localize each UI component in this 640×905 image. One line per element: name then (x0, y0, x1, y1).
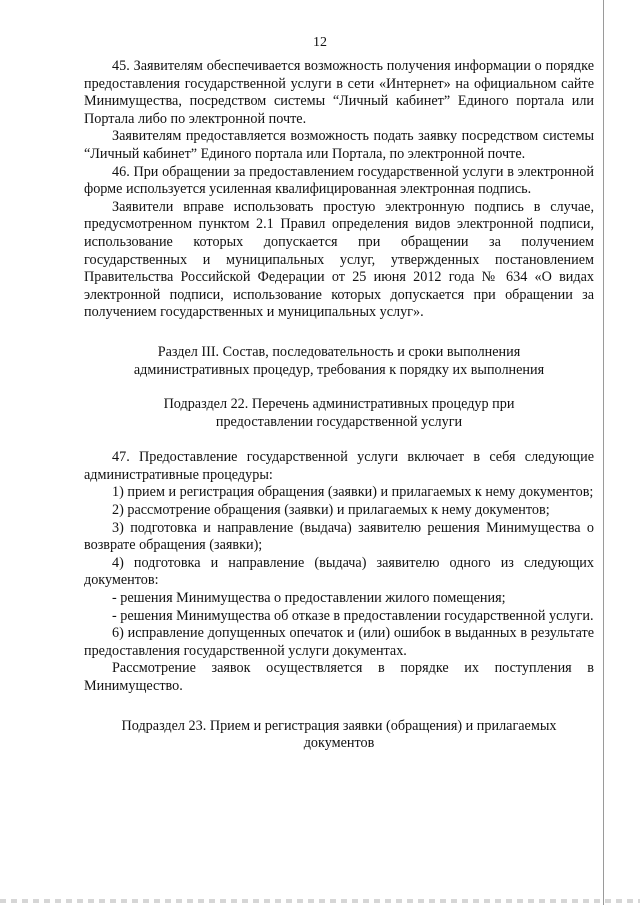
paragraph-review-order: Рассмотрение заявок осуществляется в порядке их поступления в Минимущество. (84, 660, 594, 694)
list-item: 2) рассмотрение обращения (заявки) и прилагаемых к нему документов; (112, 502, 550, 519)
subsection-22-line-2: предоставлении государственной услуги (215, 413, 463, 430)
subsection-22-heading (84, 396, 594, 431)
list-item: 1) прием и регистрация обращения (заявки) и прилагаемых к нему документов; (112, 484, 594, 501)
list-item: 6) исправление допущенных опечаток и (или) ошибок в выданных в результате предоставления государственной услуги документах. (84, 625, 594, 659)
paragraph-46-simple-signature: Заявители вправе использовать простую электронную подпись в случае, предусмотренном пунктом 2.1 Правил определения видов электронной подписи, использование которых допускается при обращении за получением государственных и муниципальных услуг, утвержденных постановлением Правительства Российской Федерации от 25 июня 2012 года № 634 «О видах электронной подписи, использование которых допускается при обращении за получением государственных и муниципальных услуг». (84, 198, 594, 321)
list-item: - решения Минимущества об отказе в предоставлении государственной услуги. (112, 607, 594, 624)
scan-bottom-artifact (0, 899, 640, 903)
section-heading-line-2: административных процедур, требования к порядку их выполнения (133, 361, 545, 378)
subsection-23-line-2: документов (303, 735, 375, 752)
list-item: - решения Минимущества о предоставлении жилого помещения; (112, 590, 506, 607)
paragraph-46: 46. При обращении за предоставлением государственной услуги в электронной форме используется усиленная квалифицированная электронная подпись. (84, 163, 594, 198)
paragraph-45-applications: Заявителям предоставляется возможность подать заявку посредством системы “Личный кабинет” Единого портала или Портала, по электронной почте. (84, 128, 594, 162)
subsection-23-heading (84, 718, 594, 753)
scan-edge-line (603, 0, 604, 905)
list-item: 3) подготовка и направление (выдача) заявителю решения Минимущества о возврате обращения (заявки); (84, 519, 594, 554)
page-number: 12 (313, 35, 327, 50)
section-heading-line-1: Раздел III. Состав, последовательность и сроки выполнения (157, 343, 521, 360)
document-body (84, 58, 594, 753)
paragraph-47: 47. Предоставление государственной услуги включает в себя следующие административные процедуры: (84, 449, 594, 483)
subsection-23-line-1: Подраздел 23. Прием и регистрация заявки (обращения) и прилагаемых (121, 717, 557, 734)
paragraph-45: 45. Заявителям обеспечивается возможность получения информации о порядке предоставления государственной услуги в сети «Интернет» на официальном сайте Минимущества, посредством системы “Личный кабинет” Единого портала или Портала либо по электронной почте. (84, 58, 594, 127)
section-heading (84, 344, 594, 379)
list-item: 4) подготовка и направление (выдача) заявителю одного из следующих документов: (84, 554, 594, 589)
subsection-22-line-1: Подраздел 22. Перечень административных процедур при (163, 396, 515, 413)
